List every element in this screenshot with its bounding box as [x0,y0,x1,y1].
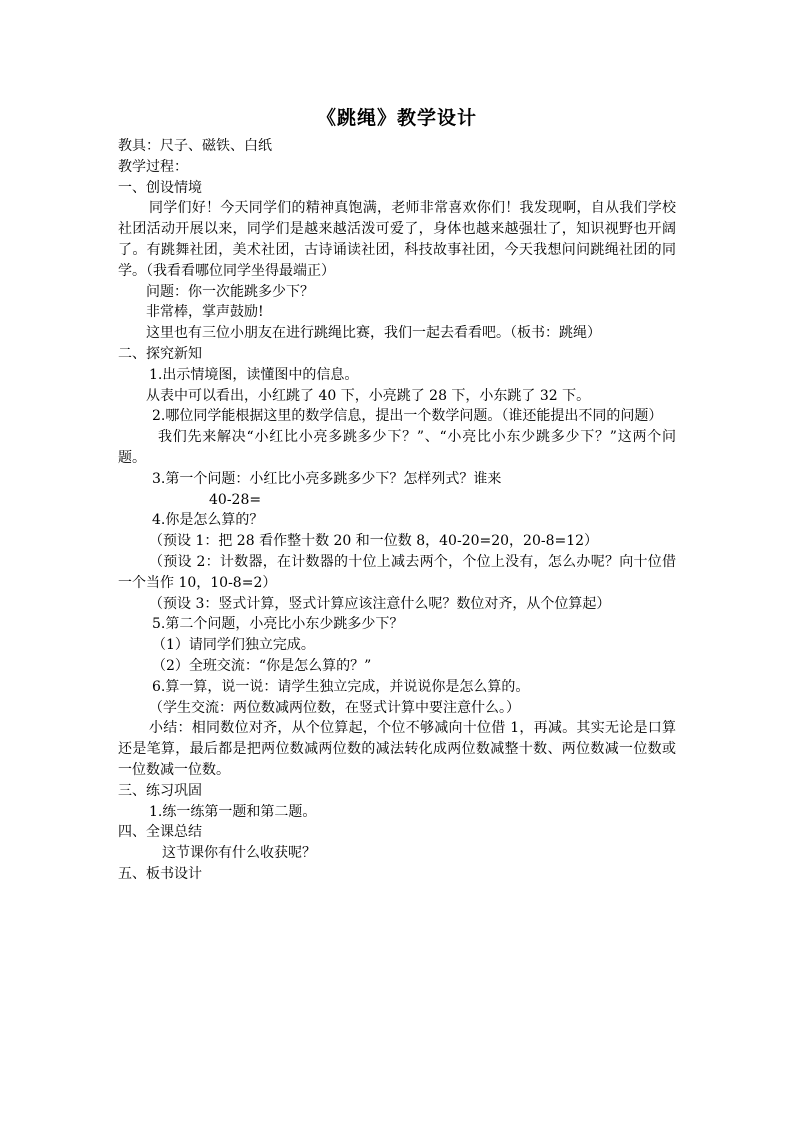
teaching-tools: 教具：尺子、磁铁、白纸 [118,138,272,154]
step-5: 5.第二个问题，小亮比小东少跳多少下？ [152,616,404,633]
section-heading-3: 三、练习巩固 [118,782,202,799]
exercise-1: 1.练一练第一题和第二题。 [149,803,317,820]
question-line: 问题：你一次能跳多少下？ [146,283,314,300]
praise-line: 非常棒，掌声鼓励! [146,304,264,321]
step-4: 4.你是怎么算的？ [152,512,264,529]
step-6-detail: （学生交流：两位数减两位数，在竖式计算中要注意什么。） [149,699,520,716]
preset-3: （预设 3：竖式计算，竖式计算应该注意什么呢？数位对齐，从个位算起） [149,595,611,612]
step-2: 2.哪位同学能根据这里的数学信息，提出一个数学问题。（谁还能提出不同的问题） [152,408,663,425]
step-2-detail: 我们先来解决“小红比小亮多跳多少下？”、“小亮比小东少跳多少下？”这两个问题。 [118,429,676,466]
preset-2: （预设 2：计数器，在计数器的十位上减去两个，个位上没有，怎么办呢？向十位借一个当作 10，10-8=2） [118,553,676,591]
summary-paragraph: 小结：相同数位对齐，从个位算起，个位不够减向十位借 1，再减。其实无论是口算还是笔算，最后都是把两位数减两位数的减法转化成两位数减整十数、两位数减一位数或一位数减一位数。 [118,720,676,778]
equation: 40-28= [209,491,262,508]
step-5-a: （1）请同学们独立完成。 [152,637,315,654]
section-heading-2: 二、探究新知 [118,345,202,362]
document-title: 《跳绳》教学设计 [316,107,477,129]
intro-paragraph: 同学们好！今天同学们的精神真饱满，老师非常喜欢你们！我发现啊，自从我们学校社团活动开展以来，同学们是越来越活泼可爱了，身体也越来越强壮了，知识视野也开阔了。有跳舞社团，美术社团，古诗诵读社团，科技故事社团，今天我想问问跳绳社团的同学。（我看看哪位同学坐得最端正） [118,200,676,279]
section-heading-1: 一、创设情境 [118,179,202,196]
step-1: 1.出示情境图，读懂图中的信息。 [149,366,359,383]
preset-1: （预设 1：把 28 看作整十数 20 和一位数 8，40-20=20，20-8=12） [149,533,599,550]
teaching-process-label: 教学过程： [118,158,188,175]
reflection-question: 这节课你有什么收获呢？ [162,845,316,862]
step-1-detail: 从表中可以看出，小红跳了 40 下，小亮跳了 28 下，小东跳了 32 下。 [146,387,591,404]
document-page [118,100,676,885]
step-3: 3.第一个问题：小红比小亮多跳多少下？怎样列式？谁来 [152,470,502,487]
step-5-b: （2）全班交流：“你是怎么算的？” [152,657,372,674]
step-6: 6.算一算，说一说：请学生独立完成，并说说你是怎么算的。 [152,678,530,695]
section-heading-5: 五、板书设计 [118,865,202,882]
scene-intro-line: 这里也有三位小朋友在进行跳绳比赛，我们一起去看看吧。（板书：跳绳） [146,325,601,342]
section-heading-4: 四、全课总结 [118,824,202,841]
